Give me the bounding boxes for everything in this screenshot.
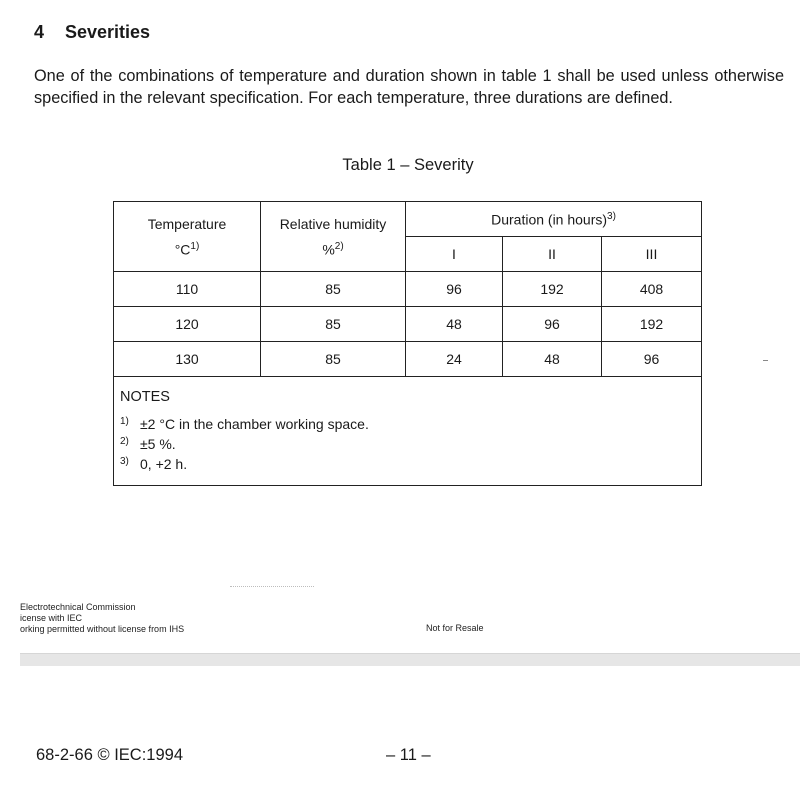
section-number: 4 — [34, 22, 45, 42]
note-item: $^{3)}$ 0, +2 h. — [120, 456, 188, 472]
humidity-unit: %$^{2)}$ — [322, 240, 344, 258]
footer-line-2: icense with IEC — [20, 613, 83, 623]
header-humidity — [261, 202, 406, 272]
section-heading — [34, 22, 150, 43]
table-row — [114, 307, 702, 342]
cell-duration-iii: 96 — [602, 342, 702, 377]
page-divider-band — [20, 653, 800, 666]
cell-duration-i: 96 — [406, 272, 503, 307]
cell-duration-i: 24 — [406, 342, 503, 377]
temperature-unit: $^\circ C^{1)}$ — [174, 240, 200, 258]
cell-duration-ii: 192 — [503, 272, 602, 307]
cell-humidity: 85 — [261, 307, 406, 342]
header-duration: Duration (in hours)$^{3)}$ — [406, 202, 702, 237]
cell-duration-iii: 192 — [602, 307, 702, 342]
intro-paragraph: One of the combinations of temperature and duration shown in table 1 shall be used unless otherwise specified in the relevant specification. For each temperature, three durations are defined. — [34, 67, 784, 107]
note-item: $^{2)}$ ±5 %. — [120, 436, 176, 452]
duration-sub-ii: II — [503, 237, 602, 272]
faint-dotted-line — [230, 586, 314, 590]
duration-sub-iii: III — [602, 237, 702, 272]
page-number: – 11 – — [386, 746, 431, 764]
header-temperature — [114, 202, 261, 272]
cell-duration-iii: 408 — [602, 272, 702, 307]
cell-humidity: 85 — [261, 272, 406, 307]
cell-duration-ii: 96 — [503, 307, 602, 342]
footer-line-1: Electrotechnical Commission — [20, 602, 136, 612]
notes-cell — [114, 377, 702, 486]
note-item: $^{1)}$ ±2 °C in the chamber working space. — [120, 416, 369, 432]
table-row — [114, 272, 702, 307]
humidity-label: Relative humidity — [279, 215, 387, 232]
footer-line-3: orking permitted without license from IHS — [20, 624, 185, 634]
cell-humidity: 85 — [261, 342, 406, 377]
table-caption: Table 1 – Severity — [342, 156, 474, 174]
cell-temperature: 130 — [114, 342, 261, 377]
cell-temperature: 110 — [114, 272, 261, 307]
cell-duration-i: 48 — [406, 307, 503, 342]
stray-mark — [763, 360, 768, 361]
temperature-label: Temperature — [147, 215, 227, 232]
duration-sub-i: I — [406, 237, 503, 272]
not-for-resale: Not for Resale — [426, 623, 484, 633]
section-title: Severities — [65, 22, 151, 42]
notes-title: NOTES — [120, 389, 170, 405]
cell-temperature: 120 — [114, 307, 261, 342]
page-identifier: 68-2-66 © IEC:1994 — [36, 746, 183, 764]
table-row — [114, 342, 702, 377]
severity-table — [113, 201, 702, 486]
cell-duration-ii: 48 — [503, 342, 602, 377]
